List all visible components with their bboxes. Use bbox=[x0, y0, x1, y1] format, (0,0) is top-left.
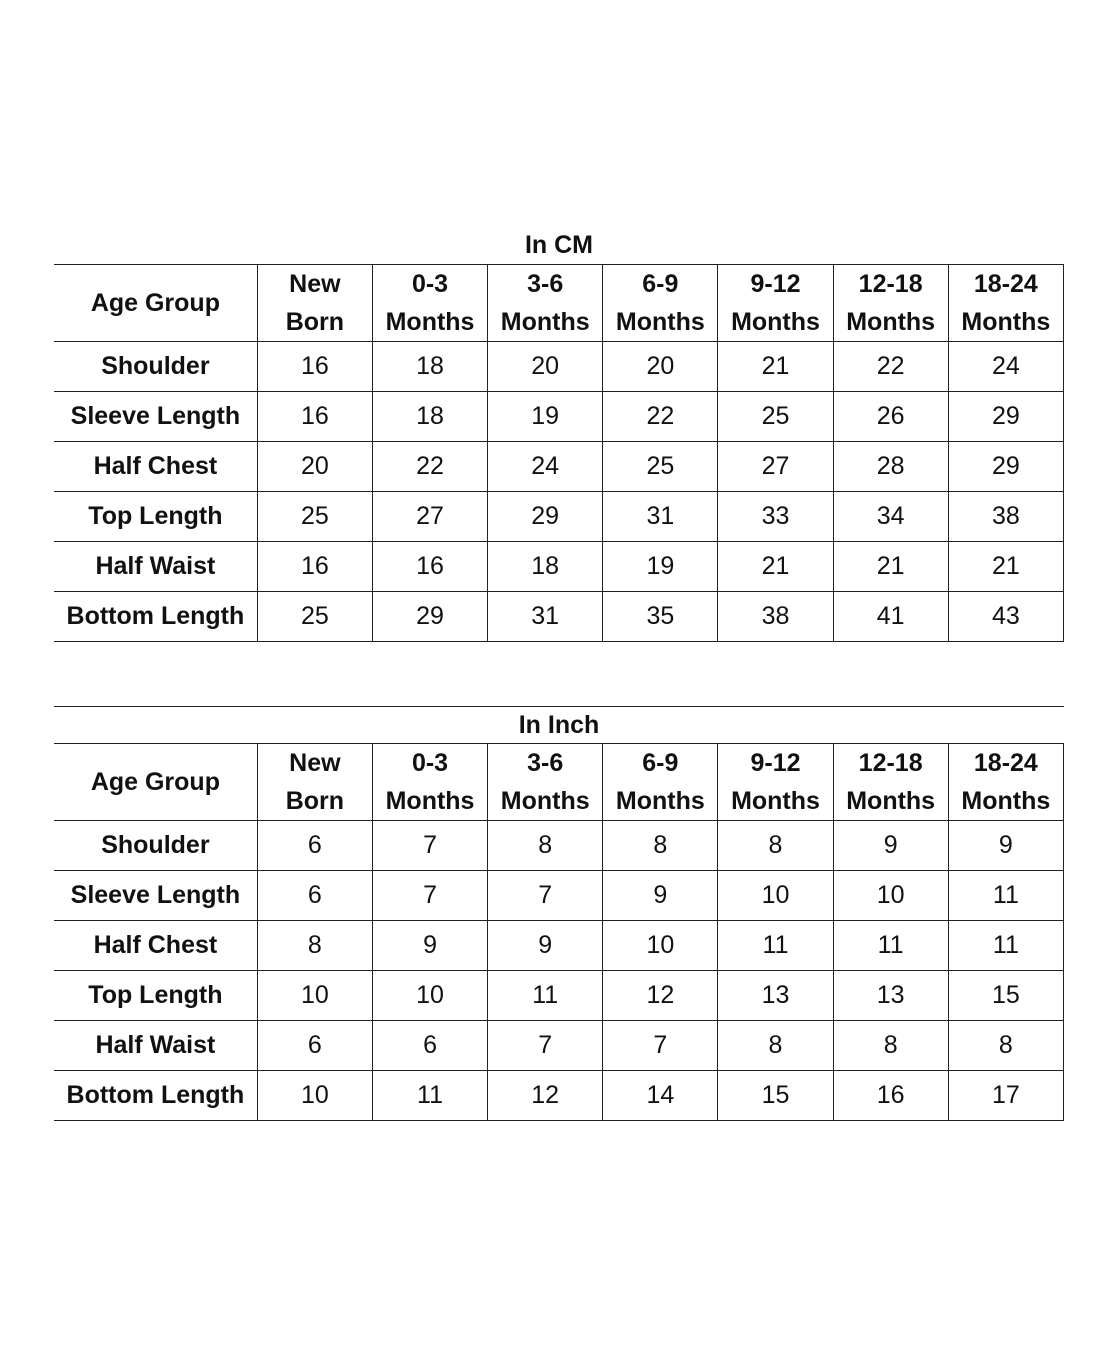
measurement-value: 16 bbox=[833, 1071, 948, 1121]
measurement-value: 18 bbox=[488, 542, 603, 592]
age-column-header-line2: Months bbox=[385, 787, 475, 815]
measurement-value: 25 bbox=[257, 592, 372, 642]
age-column-header-line2: Months bbox=[500, 787, 590, 815]
measurement-value: 8 bbox=[718, 1021, 833, 1071]
age-column-header-line1: 12-18 bbox=[858, 270, 923, 298]
table-row bbox=[54, 821, 1064, 871]
measurement-value: 25 bbox=[603, 442, 718, 492]
age-column-header bbox=[833, 744, 948, 821]
measurement-value: 43 bbox=[948, 592, 1063, 642]
table-row bbox=[54, 592, 1064, 642]
measurement-value: 21 bbox=[948, 542, 1063, 592]
table-row bbox=[54, 871, 1064, 921]
age-column-header-line1: 6-9 bbox=[642, 270, 679, 298]
measurement-value: 13 bbox=[833, 971, 948, 1021]
measurement-label: Half Chest bbox=[54, 921, 257, 971]
measurement-value: 9 bbox=[603, 871, 718, 921]
measurement-label: Half Waist bbox=[54, 1021, 257, 1071]
measurement-value: 19 bbox=[603, 542, 718, 592]
age-column-header-line2: Months bbox=[731, 308, 820, 336]
age-column-header-line1: 3-6 bbox=[527, 270, 564, 298]
table-row bbox=[54, 392, 1064, 442]
measurement-value: 13 bbox=[718, 971, 833, 1021]
measurement-label: Bottom Length bbox=[54, 1071, 257, 1121]
measurement-value: 10 bbox=[257, 971, 372, 1021]
header-row bbox=[54, 265, 1064, 342]
measurement-value: 22 bbox=[833, 342, 948, 392]
age-column-header bbox=[488, 744, 603, 821]
table-row bbox=[54, 342, 1064, 392]
age-column-header-line2: Months bbox=[500, 308, 590, 336]
age-column-header-line2: Months bbox=[731, 787, 820, 815]
age-column-header-line1: 0-3 bbox=[411, 749, 449, 777]
measurement-value: 22 bbox=[372, 442, 487, 492]
age-column-header bbox=[718, 265, 833, 342]
size-table bbox=[54, 743, 1064, 1121]
age-column-header-line1: 12-18 bbox=[858, 749, 923, 777]
age-column-header bbox=[718, 744, 833, 821]
age-column-header-line2: Born bbox=[285, 787, 345, 815]
measurement-value: 29 bbox=[488, 492, 603, 542]
age-column-header-line2: Born bbox=[285, 308, 345, 336]
table-title: In CM bbox=[524, 231, 594, 259]
measurement-value: 20 bbox=[257, 442, 372, 492]
age-column-header bbox=[372, 265, 487, 342]
measurement-value: 8 bbox=[833, 1021, 948, 1071]
age-column-header-line2: Months bbox=[961, 308, 1051, 336]
size-table bbox=[54, 264, 1064, 642]
measurement-value: 31 bbox=[488, 592, 603, 642]
measurement-value: 7 bbox=[372, 871, 487, 921]
measurement-value: 41 bbox=[833, 592, 948, 642]
measurement-value: 34 bbox=[833, 492, 948, 542]
table-title: In Inch bbox=[54, 706, 1064, 743]
measurement-value: 8 bbox=[603, 821, 718, 871]
measurement-value: 20 bbox=[488, 342, 603, 392]
measurement-value: 16 bbox=[257, 392, 372, 442]
table-row bbox=[54, 971, 1064, 1021]
measurement-value: 38 bbox=[718, 592, 833, 642]
age-column-header-line2: Months bbox=[615, 787, 705, 815]
measurement-value: 11 bbox=[488, 971, 603, 1021]
measurement-value: 10 bbox=[372, 971, 487, 1021]
measurement-value: 29 bbox=[948, 392, 1063, 442]
measurement-value: 9 bbox=[833, 821, 948, 871]
measurement-value: 19 bbox=[488, 392, 603, 442]
measurement-value: 27 bbox=[372, 492, 487, 542]
measurement-value: 16 bbox=[257, 542, 372, 592]
measurement-value: 10 bbox=[718, 871, 833, 921]
measurement-value: 22 bbox=[603, 392, 718, 442]
measurement-label: Sleeve Length bbox=[54, 871, 257, 921]
measurement-value: 35 bbox=[603, 592, 718, 642]
measurement-value: 18 bbox=[372, 342, 487, 392]
measurement-value: 24 bbox=[948, 342, 1063, 392]
measurement-value: 9 bbox=[488, 921, 603, 971]
table-row bbox=[54, 1021, 1064, 1071]
age-column-header-line1: 0-3 bbox=[411, 270, 449, 298]
measurement-value: 26 bbox=[833, 392, 948, 442]
table-row bbox=[54, 442, 1064, 492]
measurement-label: Top Length bbox=[54, 971, 257, 1021]
measurement-value: 11 bbox=[718, 921, 833, 971]
measurement-value: 8 bbox=[488, 821, 603, 871]
measurement-value: 29 bbox=[372, 592, 487, 642]
measurement-value: 38 bbox=[948, 492, 1063, 542]
table-row bbox=[54, 542, 1064, 592]
age-column-header bbox=[603, 744, 718, 821]
age-column-header bbox=[372, 744, 487, 821]
measurement-value: 24 bbox=[488, 442, 603, 492]
measurement-value: 10 bbox=[833, 871, 948, 921]
age-column-header bbox=[257, 265, 372, 342]
measurement-value: 6 bbox=[257, 871, 372, 921]
size-chart-cm bbox=[54, 227, 1064, 642]
measurement-value: 16 bbox=[257, 342, 372, 392]
table-row bbox=[54, 921, 1064, 971]
measurement-value: 11 bbox=[372, 1071, 487, 1121]
measurement-label: Sleeve Length bbox=[54, 392, 257, 442]
measurement-value: 8 bbox=[257, 921, 372, 971]
measurement-value: 8 bbox=[948, 1021, 1063, 1071]
measurement-value: 21 bbox=[718, 342, 833, 392]
measurement-value: 28 bbox=[833, 442, 948, 492]
measurement-value: 12 bbox=[603, 971, 718, 1021]
age-column-header-line2: Months bbox=[615, 308, 705, 336]
measurement-value: 15 bbox=[948, 971, 1063, 1021]
measurement-value: 20 bbox=[603, 342, 718, 392]
age-column-header-line2: Months bbox=[846, 787, 936, 815]
measurement-value: 27 bbox=[718, 442, 833, 492]
measurement-value: 11 bbox=[948, 871, 1063, 921]
age-column-header bbox=[833, 265, 948, 342]
header-row bbox=[54, 744, 1064, 821]
measurement-value: 7 bbox=[488, 1021, 603, 1071]
measurement-value: 21 bbox=[833, 542, 948, 592]
measurement-label: Top Length bbox=[54, 492, 257, 542]
age-column-header bbox=[948, 744, 1063, 821]
measurement-value: 21 bbox=[718, 542, 833, 592]
measurement-value: 14 bbox=[603, 1071, 718, 1121]
measurement-value: 18 bbox=[372, 392, 487, 442]
measurement-value: 9 bbox=[372, 921, 487, 971]
measurement-value: 9 bbox=[948, 821, 1063, 871]
measurement-value: 17 bbox=[948, 1071, 1063, 1121]
age-group-header: Age Group bbox=[54, 744, 257, 821]
measurement-value: 33 bbox=[718, 492, 833, 542]
age-column-header-line1: New bbox=[289, 749, 341, 777]
measurement-label: Half Waist bbox=[54, 542, 257, 592]
measurement-value: 7 bbox=[603, 1021, 718, 1071]
age-column-header bbox=[603, 265, 718, 342]
age-column-header-line1: 6-9 bbox=[642, 749, 679, 777]
table-row bbox=[54, 492, 1064, 542]
measurement-value: 31 bbox=[603, 492, 718, 542]
measurement-value: 12 bbox=[488, 1071, 603, 1121]
measurement-value: 11 bbox=[948, 921, 1063, 971]
measurement-value: 25 bbox=[257, 492, 372, 542]
measurement-value: 16 bbox=[372, 542, 487, 592]
age-column-header-line1: 18-24 bbox=[973, 270, 1038, 298]
measurement-value: 11 bbox=[833, 921, 948, 971]
measurement-value: 6 bbox=[257, 1021, 372, 1071]
measurement-value: 10 bbox=[603, 921, 718, 971]
measurement-value: 8 bbox=[718, 821, 833, 871]
measurement-value: 6 bbox=[257, 821, 372, 871]
table-row bbox=[54, 1071, 1064, 1121]
age-column-header-line1: 3-6 bbox=[527, 749, 564, 777]
age-column-header-line2: Months bbox=[385, 308, 475, 336]
age-column-header-line2: Months bbox=[961, 787, 1051, 815]
measurement-value: 7 bbox=[372, 821, 487, 871]
measurement-label: Half Chest bbox=[54, 442, 257, 492]
measurement-value: 25 bbox=[718, 392, 833, 442]
age-column-header-line1: New bbox=[289, 270, 341, 298]
measurement-value: 7 bbox=[488, 871, 603, 921]
measurement-label: Shoulder bbox=[54, 821, 257, 871]
size-chart-inch bbox=[54, 706, 1064, 1121]
age-column-header-line1: 9-12 bbox=[750, 749, 801, 777]
measurement-label: Bottom Length bbox=[54, 592, 257, 642]
age-group-header: Age Group bbox=[54, 265, 257, 342]
measurement-value: 10 bbox=[257, 1071, 372, 1121]
age-column-header bbox=[948, 265, 1063, 342]
age-column-header-line1: 18-24 bbox=[973, 749, 1038, 777]
age-column-header-line1: 9-12 bbox=[750, 270, 801, 298]
measurement-value: 29 bbox=[948, 442, 1063, 492]
measurement-label: Shoulder bbox=[54, 342, 257, 392]
age-column-header-line2: Months bbox=[846, 308, 936, 336]
measurement-value: 15 bbox=[718, 1071, 833, 1121]
age-column-header bbox=[257, 744, 372, 821]
age-column-header bbox=[488, 265, 603, 342]
measurement-value: 6 bbox=[372, 1021, 487, 1071]
